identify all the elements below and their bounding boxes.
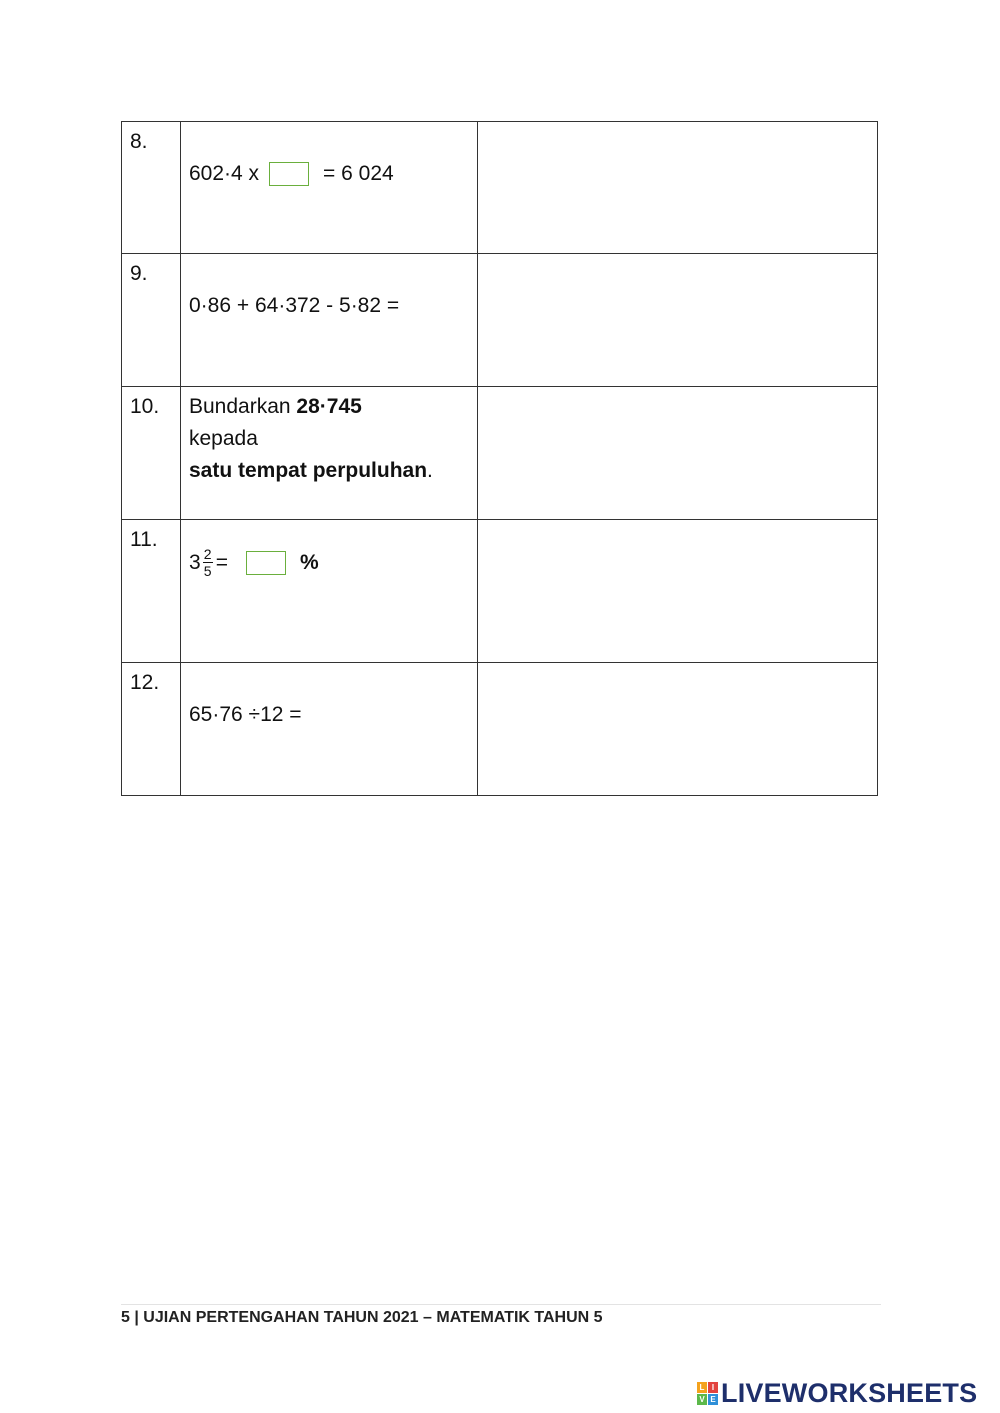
question-cell xyxy=(181,254,478,387)
question-cell xyxy=(181,520,478,663)
question-text: kepada xyxy=(189,427,258,450)
question-text: = 6 024 xyxy=(323,162,394,185)
questions-table xyxy=(121,121,878,796)
question-row-10 xyxy=(122,387,878,520)
footer-divider xyxy=(121,1304,881,1305)
working-space[interactable] xyxy=(478,387,878,520)
logo-letter: I xyxy=(708,1382,718,1393)
answer-box[interactable] xyxy=(269,162,309,186)
liveworksheets-brand[interactable] xyxy=(697,1378,977,1409)
working-space[interactable] xyxy=(478,254,878,387)
percent-sign: % xyxy=(299,550,319,574)
fraction-denominator: 5 xyxy=(203,563,212,579)
question-emphasis: satu tempat perpuluhan xyxy=(189,459,428,482)
question-row-8 xyxy=(122,122,878,254)
question-row-9 xyxy=(122,254,878,387)
question-cell xyxy=(181,122,478,254)
logo-letter: V xyxy=(697,1394,707,1405)
question-row-11 xyxy=(122,520,878,663)
logo-letter: E xyxy=(708,1394,718,1405)
fraction xyxy=(203,546,213,579)
equals-sign: = xyxy=(215,550,228,574)
brand-name: LIVEWORKSHEETS xyxy=(721,1378,978,1408)
question-text: Bundarkan xyxy=(189,395,297,418)
fraction-numerator: 2 xyxy=(203,546,212,562)
question-number: 8. xyxy=(122,122,181,254)
question-text: 0·86 + 64·372 - 5·82 = xyxy=(189,294,400,317)
mixed-number-whole: 3 xyxy=(189,550,201,574)
question-text: 65·76 ÷12 = xyxy=(189,703,302,726)
question-text: 602·4 x xyxy=(189,162,260,185)
question-cell xyxy=(181,663,478,796)
working-space[interactable] xyxy=(478,122,878,254)
question-row-12 xyxy=(122,663,878,796)
question-number: 12. xyxy=(122,663,181,796)
page-footer: 5 | UJIAN PERTENGAHAN TAHUN 2021 – MATEMATIK TAHUN 5 xyxy=(121,1309,603,1326)
logo-letter: L xyxy=(697,1382,707,1393)
question-text: . xyxy=(427,459,433,482)
liveworksheets-logo-icon xyxy=(697,1382,718,1405)
question-number-value: 28·745 xyxy=(296,395,362,418)
question-number: 10. xyxy=(122,387,181,520)
question-cell xyxy=(181,387,478,520)
working-space[interactable] xyxy=(478,663,878,796)
working-space[interactable] xyxy=(478,520,878,663)
question-number: 11. xyxy=(122,520,181,663)
question-number: 9. xyxy=(122,254,181,387)
answer-box[interactable] xyxy=(246,551,286,575)
